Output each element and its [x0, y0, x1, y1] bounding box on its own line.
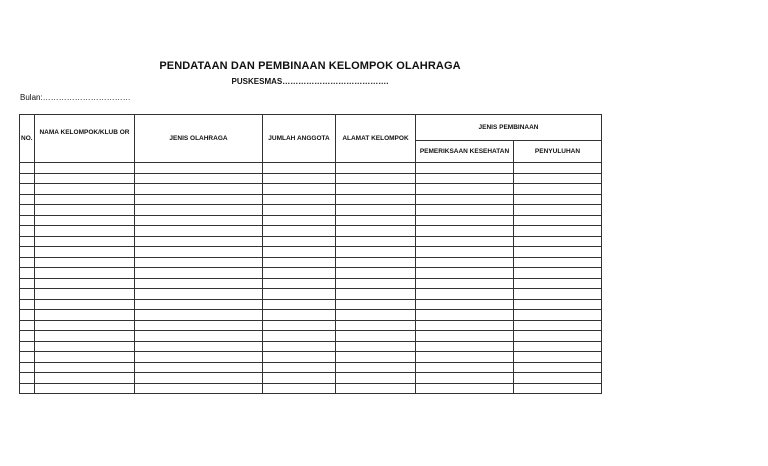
data-table	[19, 114, 602, 394]
table-cell[interactable]	[20, 289, 35, 300]
table-cell[interactable]	[35, 268, 135, 279]
table-row	[20, 268, 602, 279]
table-cell[interactable]	[35, 215, 135, 226]
table-cell[interactable]	[135, 331, 263, 342]
table-cell[interactable]	[135, 383, 263, 394]
table-cell[interactable]	[135, 163, 263, 174]
table-cell[interactable]	[336, 383, 416, 394]
table-cell[interactable]	[416, 163, 514, 174]
table-cell[interactable]	[135, 373, 263, 384]
table-cell[interactable]	[20, 173, 35, 184]
table-cell[interactable]	[263, 268, 336, 279]
table-cell[interactable]	[416, 268, 514, 279]
table-cell[interactable]	[20, 341, 35, 352]
table-cell[interactable]	[35, 226, 135, 237]
table-row	[20, 226, 602, 237]
table-cell[interactable]	[263, 226, 336, 237]
table-row	[20, 362, 602, 373]
table-cell[interactable]	[35, 194, 135, 205]
table-cell[interactable]	[135, 320, 263, 331]
table-cell[interactable]	[135, 352, 263, 363]
table-cell[interactable]	[135, 289, 263, 300]
table-cell[interactable]	[20, 184, 35, 195]
table-cell[interactable]	[336, 331, 416, 342]
table-cell[interactable]	[135, 205, 263, 216]
table-row	[20, 184, 602, 195]
table-row	[20, 257, 602, 268]
table-cell[interactable]	[20, 331, 35, 342]
table-cell[interactable]	[135, 173, 263, 184]
table-cell[interactable]	[416, 278, 514, 289]
table-row	[20, 341, 602, 352]
table-cell[interactable]	[20, 352, 35, 363]
table-cell[interactable]	[514, 163, 602, 174]
table-cell[interactable]	[135, 226, 263, 237]
table-cell[interactable]	[35, 352, 135, 363]
table-cell[interactable]	[514, 215, 602, 226]
table-cell[interactable]	[416, 236, 514, 247]
table-cell[interactable]	[20, 320, 35, 331]
header-no: NO.	[20, 115, 35, 163]
table-row	[20, 331, 602, 342]
table-cell[interactable]	[135, 184, 263, 195]
table-cell[interactable]	[336, 194, 416, 205]
table-cell[interactable]	[20, 215, 35, 226]
table-cell[interactable]	[35, 373, 135, 384]
table-cell[interactable]	[514, 352, 602, 363]
table-cell[interactable]	[20, 247, 35, 258]
table-cell[interactable]	[263, 278, 336, 289]
table-cell[interactable]	[416, 289, 514, 300]
table-cell[interactable]	[336, 341, 416, 352]
table-cell[interactable]	[263, 289, 336, 300]
table-cell[interactable]	[35, 289, 135, 300]
table-cell[interactable]	[416, 184, 514, 195]
table-cell[interactable]	[514, 289, 602, 300]
table-cell[interactable]	[20, 278, 35, 289]
table-cell[interactable]	[514, 383, 602, 394]
table-cell[interactable]	[35, 236, 135, 247]
table-cell[interactable]	[20, 236, 35, 247]
header-jenis-pembinaan: JENIS PEMBINAAN	[416, 115, 602, 141]
table-cell[interactable]	[35, 205, 135, 216]
table-cell[interactable]	[336, 163, 416, 174]
table-cell[interactable]	[514, 373, 602, 384]
table-cell[interactable]	[35, 173, 135, 184]
header-pemeriksaan-kesehatan: PEMERIKSAAN KESEHATAN	[416, 141, 514, 163]
table-cell[interactable]	[263, 331, 336, 342]
table-cell[interactable]	[135, 341, 263, 352]
header-jumlah-anggota: JUMLAH ANGGOTA	[263, 115, 336, 163]
table-row	[20, 299, 602, 310]
table-cell[interactable]	[263, 257, 336, 268]
table-cell[interactable]	[416, 341, 514, 352]
table-cell[interactable]	[35, 299, 135, 310]
table-cell[interactable]	[35, 362, 135, 373]
table-row	[20, 236, 602, 247]
table-cell[interactable]	[35, 383, 135, 394]
table-cell[interactable]	[35, 257, 135, 268]
table-cell[interactable]	[263, 383, 336, 394]
table-cell[interactable]	[336, 299, 416, 310]
table-cell[interactable]	[336, 310, 416, 321]
table-cell[interactable]	[263, 320, 336, 331]
table-cell[interactable]	[263, 373, 336, 384]
table-cell[interactable]	[336, 184, 416, 195]
table-cell[interactable]	[20, 310, 35, 321]
header-penyuluhan: PENYULUHAN	[514, 141, 602, 163]
table-row	[20, 289, 602, 300]
table-cell[interactable]	[514, 299, 602, 310]
table-cell[interactable]	[514, 268, 602, 279]
table-cell[interactable]	[35, 331, 135, 342]
table-cell[interactable]	[135, 278, 263, 289]
header-alamat-kelompok: ALAMAT KELOMPOK	[336, 115, 416, 163]
table-cell[interactable]	[263, 173, 336, 184]
table-cell[interactable]	[336, 362, 416, 373]
table-cell[interactable]	[263, 299, 336, 310]
table-cell[interactable]	[416, 352, 514, 363]
table-cell[interactable]	[263, 184, 336, 195]
table-row	[20, 163, 602, 174]
bulan-line: Bulan:……………………………	[20, 93, 131, 102]
table-cell[interactable]	[336, 352, 416, 363]
table-cell[interactable]	[514, 226, 602, 237]
table-cell[interactable]	[416, 247, 514, 258]
table-cell[interactable]	[263, 247, 336, 258]
table-cell[interactable]	[514, 247, 602, 258]
table-row	[20, 247, 602, 258]
table-cell[interactable]	[135, 236, 263, 247]
document-title: PENDATAAN DAN PEMBINAAN KELOMPOK OLAHRAGA	[159, 60, 461, 72]
table-cell[interactable]	[20, 226, 35, 237]
table-body	[20, 163, 602, 394]
table-cell[interactable]	[35, 163, 135, 174]
table-cell[interactable]	[416, 299, 514, 310]
table-cell[interactable]	[416, 226, 514, 237]
table-row	[20, 352, 602, 363]
table-cell[interactable]	[514, 205, 602, 216]
table-cell[interactable]	[20, 194, 35, 205]
table-cell[interactable]	[416, 362, 514, 373]
table-cell[interactable]	[35, 341, 135, 352]
table-row	[20, 310, 602, 321]
table-cell[interactable]	[35, 320, 135, 331]
header-nama-kelompok: NAMA KELOMPOK/KLUB OR	[35, 115, 135, 163]
table-cell[interactable]	[416, 173, 514, 184]
table-cell[interactable]	[20, 362, 35, 373]
table-cell[interactable]	[514, 362, 602, 373]
table-cell[interactable]	[514, 341, 602, 352]
table-cell[interactable]	[514, 184, 602, 195]
table-cell[interactable]	[263, 194, 336, 205]
table-cell[interactable]	[416, 257, 514, 268]
puskesmas-line: PUSKESMAS………………………………….	[231, 77, 389, 86]
table-cell[interactable]	[514, 236, 602, 247]
table-cell[interactable]	[336, 278, 416, 289]
table-cell[interactable]	[20, 257, 35, 268]
table-cell[interactable]	[514, 320, 602, 331]
table-cell[interactable]	[416, 373, 514, 384]
table-cell[interactable]	[514, 257, 602, 268]
table-cell[interactable]	[514, 278, 602, 289]
table-cell[interactable]	[135, 247, 263, 258]
table-cell[interactable]	[263, 205, 336, 216]
table-cell[interactable]	[35, 310, 135, 321]
table-cell[interactable]	[336, 373, 416, 384]
table-cell[interactable]	[263, 163, 336, 174]
table-cell[interactable]	[263, 362, 336, 373]
table-cell[interactable]	[20, 373, 35, 384]
table-cell[interactable]	[35, 184, 135, 195]
table-cell[interactable]	[263, 352, 336, 363]
table-cell[interactable]	[20, 383, 35, 394]
table-cell[interactable]	[416, 205, 514, 216]
table-row	[20, 173, 602, 184]
table-cell[interactable]	[135, 215, 263, 226]
table-cell[interactable]	[416, 320, 514, 331]
table-cell[interactable]	[336, 247, 416, 258]
table-cell[interactable]	[135, 362, 263, 373]
table-cell[interactable]	[20, 205, 35, 216]
table-cell[interactable]	[263, 310, 336, 321]
table-cell[interactable]	[135, 268, 263, 279]
table-cell[interactable]	[263, 236, 336, 247]
table-cell[interactable]	[336, 215, 416, 226]
table-cell[interactable]	[35, 278, 135, 289]
table-cell[interactable]	[514, 173, 602, 184]
table-cell[interactable]	[336, 320, 416, 331]
table-row	[20, 215, 602, 226]
table-row	[20, 383, 602, 394]
table-cell[interactable]	[416, 310, 514, 321]
header-jenis-olahraga: JENIS OLAHRAGA	[135, 115, 263, 163]
table-row	[20, 194, 602, 205]
table-cell[interactable]	[336, 257, 416, 268]
table-row	[20, 205, 602, 216]
table-cell[interactable]	[514, 310, 602, 321]
table-cell[interactable]	[263, 341, 336, 352]
table-cell[interactable]	[20, 299, 35, 310]
table-cell[interactable]	[514, 194, 602, 205]
table-cell[interactable]	[263, 215, 336, 226]
table-cell[interactable]	[135, 310, 263, 321]
table-cell[interactable]	[416, 383, 514, 394]
table-cell[interactable]	[416, 331, 514, 342]
table-cell[interactable]	[336, 236, 416, 247]
table-cell[interactable]	[336, 173, 416, 184]
table-cell[interactable]	[336, 226, 416, 237]
table-row	[20, 278, 602, 289]
table-cell[interactable]	[336, 289, 416, 300]
table-cell[interactable]	[336, 205, 416, 216]
table-cell[interactable]	[416, 215, 514, 226]
table-cell[interactable]	[135, 194, 263, 205]
table-cell[interactable]	[35, 247, 135, 258]
table-cell[interactable]	[514, 331, 602, 342]
table-cell[interactable]	[20, 163, 35, 174]
table-cell[interactable]	[416, 194, 514, 205]
table-cell[interactable]	[336, 268, 416, 279]
table-cell[interactable]	[135, 299, 263, 310]
table-row	[20, 373, 602, 384]
table-cell[interactable]	[20, 268, 35, 279]
table-row	[20, 320, 602, 331]
table-cell[interactable]	[135, 257, 263, 268]
